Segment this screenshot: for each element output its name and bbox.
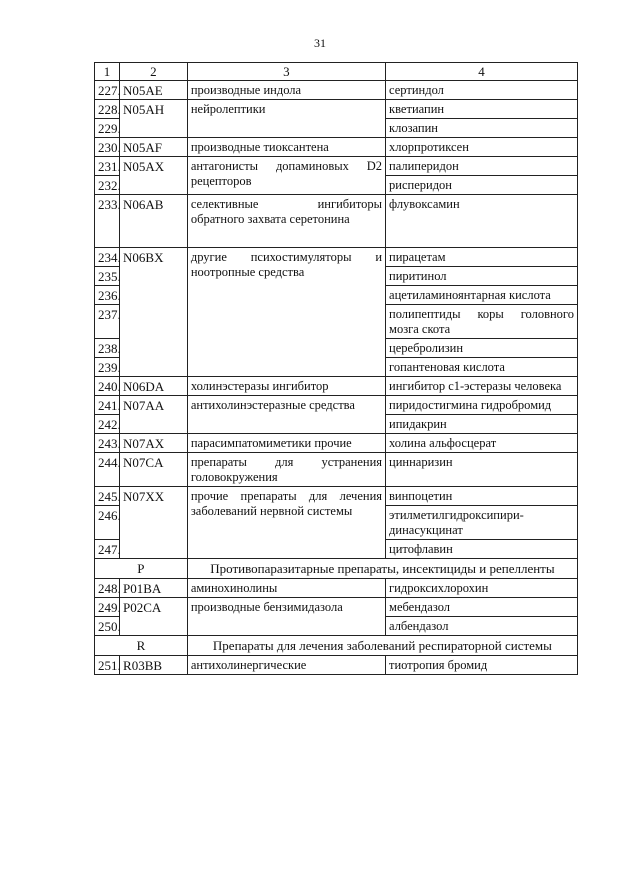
- drug-group: холинэстеразы ингибитор: [187, 377, 385, 396]
- section-title: Противопаразитарные препараты, инсектициды и репелленты: [187, 559, 577, 579]
- atc-code: N07AA: [120, 396, 188, 434]
- drug-group: прочие препараты для лечения заболеваний нервной системы: [187, 487, 385, 559]
- section-letter: R: [95, 636, 188, 656]
- row-number: 231.: [95, 157, 120, 176]
- atc-code: N07XX: [120, 487, 188, 559]
- drug-name: циннаризин: [386, 453, 578, 487]
- drug-name: винпоцетин: [386, 487, 578, 506]
- atc-code: N07CA: [120, 453, 188, 487]
- drug-group: антагонисты допаминовых D2 рецепторов: [187, 157, 385, 195]
- table-row: [95, 598, 578, 617]
- header-col-4: 4: [386, 63, 578, 81]
- drug-name: этилметилгидроксипири-динасукцинат: [386, 506, 578, 540]
- drug-name: цитофлавин: [386, 540, 578, 559]
- drug-group: другие психостимуляторы и ноотропные средства: [187, 248, 385, 377]
- row-number: 251.: [95, 656, 120, 675]
- drug-name: гидроксихлорохин: [386, 579, 578, 598]
- row-number: 229.: [95, 119, 120, 138]
- drug-group: селективные ингибиторы обратного захвата серетонина: [187, 195, 385, 248]
- drug-name: тиотропия бромид: [386, 656, 578, 675]
- table-row: [95, 138, 578, 157]
- atc-code: N07AX: [120, 434, 188, 453]
- row-number: 246.: [95, 506, 120, 540]
- header-col-2: 2: [120, 63, 188, 81]
- row-number: 249.: [95, 598, 120, 617]
- atc-code: N05AF: [120, 138, 188, 157]
- row-number: 234.: [95, 248, 120, 267]
- row-number: 239.: [95, 358, 120, 377]
- row-number: 227.: [95, 81, 120, 100]
- row-number: 244.: [95, 453, 120, 487]
- row-number: 236.: [95, 286, 120, 305]
- table-row: [95, 248, 578, 267]
- atc-code: N05AH: [120, 100, 188, 138]
- drug-name: сертиндол: [386, 81, 578, 100]
- table-row: [95, 487, 578, 506]
- row-number: 241.: [95, 396, 120, 415]
- drug-name: пиридостигмина гидробромид: [386, 396, 578, 415]
- row-number: 243.: [95, 434, 120, 453]
- drug-name: пиритинол: [386, 267, 578, 286]
- row-number: 238.: [95, 339, 120, 358]
- drug-group: производные бензимидазола: [187, 598, 385, 636]
- section-row: [95, 636, 578, 656]
- drug-name: рисперидон: [386, 176, 578, 195]
- drug-group: аминохинолины: [187, 579, 385, 598]
- header-col-1: 1: [95, 63, 120, 81]
- atc-code: N06AB: [120, 195, 188, 248]
- row-number: 250.: [95, 617, 120, 636]
- row-number: 228.: [95, 100, 120, 119]
- table-row: [95, 81, 578, 100]
- atc-code: N06BX: [120, 248, 188, 377]
- table-row: [95, 656, 578, 675]
- atc-code: N05AX: [120, 157, 188, 195]
- row-number: 232.: [95, 176, 120, 195]
- atc-code: P01BA: [120, 579, 188, 598]
- drug-name: албендазол: [386, 617, 578, 636]
- row-number: 235.: [95, 267, 120, 286]
- drug-name: мебендазол: [386, 598, 578, 617]
- drug-name: пирацетам: [386, 248, 578, 267]
- row-number: 237.: [95, 305, 120, 339]
- row-number: 240.: [95, 377, 120, 396]
- drug-name: полипептиды коры головного мозга скота: [386, 305, 578, 339]
- section-row: [95, 559, 578, 579]
- drug-group: препараты для устранения головокружения: [187, 453, 385, 487]
- drug-name: хлорпротиксен: [386, 138, 578, 157]
- table-row: [95, 377, 578, 396]
- drug-group: нейролептики: [187, 100, 385, 138]
- row-number: 247.: [95, 540, 120, 559]
- section-letter: P: [95, 559, 188, 579]
- row-number: 245.: [95, 487, 120, 506]
- atc-code: N06DA: [120, 377, 188, 396]
- drug-name: палиперидон: [386, 157, 578, 176]
- atc-code: R03BB: [120, 656, 188, 675]
- table-row: [95, 195, 578, 248]
- header-col-3: 3: [187, 63, 385, 81]
- table-row: [95, 579, 578, 598]
- row-number: 248.: [95, 579, 120, 598]
- drug-table: [94, 62, 578, 675]
- section-title: Препараты для лечения заболеваний респираторной системы: [187, 636, 577, 656]
- drug-group: парасимпатомиметики прочие: [187, 434, 385, 453]
- drug-name: холина альфосцерат: [386, 434, 578, 453]
- drug-name: флувоксамин: [386, 195, 578, 248]
- table-row: [95, 157, 578, 176]
- drug-group: производные индола: [187, 81, 385, 100]
- drug-group: антихолинергические: [187, 656, 385, 675]
- atc-code: P02CA: [120, 598, 188, 636]
- drug-group: производные тиоксантена: [187, 138, 385, 157]
- drug-name: гопантеновая кислота: [386, 358, 578, 377]
- table-row: [95, 453, 578, 487]
- drug-name: церебролизин: [386, 339, 578, 358]
- row-number: 230.: [95, 138, 120, 157]
- drug-name: ингибитор с1-эстеразы человека: [386, 377, 578, 396]
- page-number: 31: [314, 36, 326, 50]
- atc-code: N05AE: [120, 81, 188, 100]
- drug-name: ипидакрин: [386, 415, 578, 434]
- table-row: [95, 434, 578, 453]
- row-number: 242.: [95, 415, 120, 434]
- drug-name: ацетиламиноянтарная кислота: [386, 286, 578, 305]
- drug-name: кветиапин: [386, 100, 578, 119]
- table-row: [95, 100, 578, 119]
- header-row: [95, 63, 578, 81]
- row-number: 233.: [95, 195, 120, 248]
- drug-group: антихолинэстеразные средства: [187, 396, 385, 434]
- table-row: [95, 396, 578, 415]
- drug-name: клозапин: [386, 119, 578, 138]
